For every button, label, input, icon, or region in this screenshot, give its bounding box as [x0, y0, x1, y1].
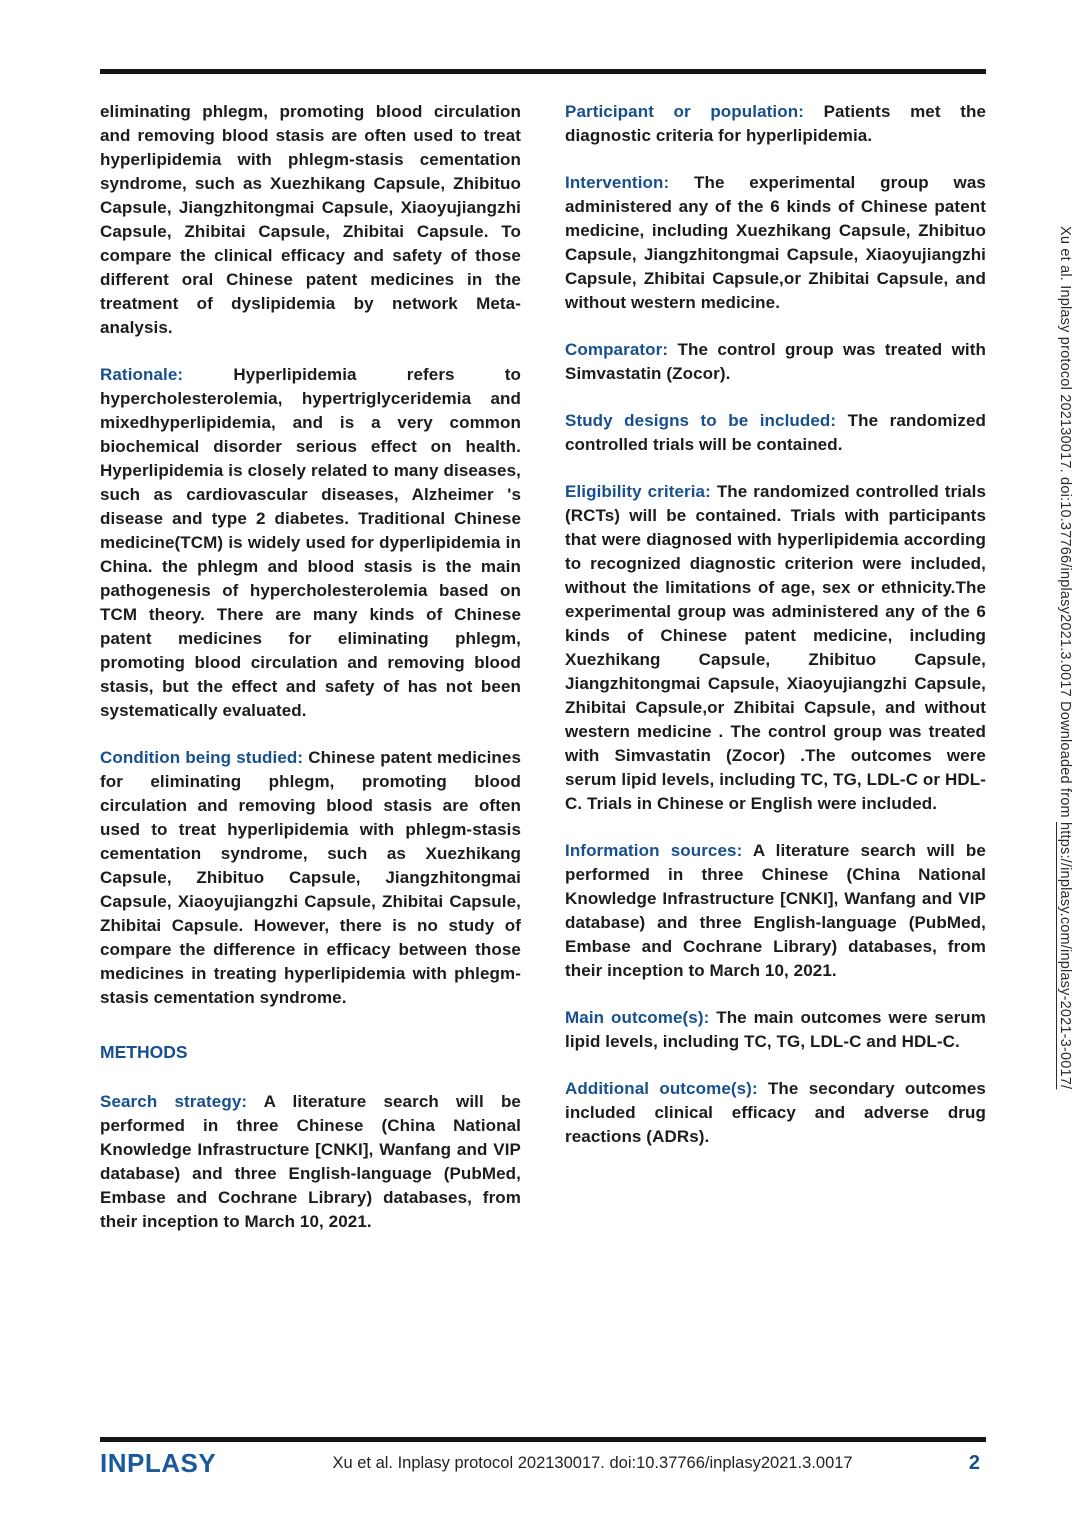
section-additional-outcomes [565, 1077, 986, 1149]
inplasy-logo: INPLASY [100, 1448, 217, 1478]
top-rule [100, 69, 986, 74]
section-comparator [565, 338, 986, 386]
sidebar-citation [1058, 226, 1073, 1406]
section-eligibility [565, 480, 986, 816]
page-footer [100, 1448, 986, 1479]
section-text-study-designs: The randomized controlled trials will be contained. [565, 411, 987, 454]
section-label-condition: Condition being studied: [100, 748, 304, 767]
paragraph-intro-text: eliminating phlegm, promoting blood circulation and removing blood stasis are often used to treat hyperlipidemia with phlegm-stasis cementation syndrome, such as Xuezhikang Capsule, Zhibituo Capsule, Jiangzhitongmai Capsule, Xiaoyujiangzhi Capsule, Zhibitai Capsule, Zhibitai Capsule. To compare the clinical efficacy and safety of those different oral Chinese patent medicines in the treatment of dyslipidemia by network Meta-analysis. [100, 102, 521, 337]
section-participant [565, 100, 986, 148]
section-text-information-sources: A literature search will be performed in three Chinese (China National Knowledge Infrastructure [CNKI], Wanfang and VIP database) and three English-language (PubMed, Embase and Cochrane Library) databases, from their inception to March 10, 2021. [565, 841, 986, 980]
section-text-comparator: The control group was treated with Simvastatin (Zocor). [565, 340, 987, 383]
section-text-rationale: Hyperlipidemia refers to hypercholesterolemia, hypertriglyceridemia and mixedhyperlipidemia, and is a very common biochemical disorder serious effect on health. Hyperlipidemia is closely related to many diseases, such as cardiovascular diseases, Alzheimer 's disease and type 2 diabetes. Traditional Chinese medicine(TCM) is widely used for dyperlipidemia in China. the phlegm and blood stasis is the main pathogenesis of hypercholesterolemia based on TCM theory. There are many kinds of Chinese patent medicines for eliminating phlegm, promoting blood circulation and removing blood stasis, but the effect and safety of has not been systematically evaluated. [100, 365, 521, 720]
section-rationale [100, 363, 521, 723]
section-main-outcomes [565, 1006, 986, 1054]
section-text-search-strategy: A literature search will be performed in three Chinese (China National Knowledge Infrastructure [CNKI], Wanfang and VIP database) and three English-language (PubMed, Embase and Cochrane Library) databases, from their inception to March 10, 2021. [100, 1092, 521, 1231]
sidebar-citation-text: Xu et al. Inplasy protocol 202130017. doi:10.37766/inplasy2021.3.0017 Downloaded from [1057, 226, 1073, 818]
section-label-main-outcomes: Main outcome(s): [565, 1008, 710, 1027]
footer-citation: Xu et al. Inplasy protocol 202130017. doi:10.37766/inplasy2021.3.0017 [332, 1454, 853, 1472]
methods-heading: METHODS [100, 1042, 188, 1062]
section-search-strategy [100, 1090, 521, 1234]
section-text-participant: Patients met the diagnostic criteria for hyperlipidemia. [565, 102, 986, 145]
section-label-search-strategy: Search strategy: [100, 1092, 248, 1111]
section-text-intervention: The experimental group was administered any of the 6 kinds of Chinese patent medicine, including Xuezhikang Capsule, Zhibituo Capsule, Jiangzhitongmai Capsule, Xiaoyujiangzhi Capsule, Zhibitai Capsule,or Zhibitai Capsule, and without western medicine. [565, 173, 986, 312]
section-condition-being-studied [100, 746, 521, 1010]
section-text-eligibility: The randomized controlled trials (RCTs) will be contained. Trials with participants that were diagnosed with hyperlipidemia according to recognized diagnostic criterion were included, without the limitations of age, sex or ethnicity.The experimental group was administered any of the 6 kinds of Chinese patent medicine, including Xuezhikang Capsule, Zhibituo Capsule, Jiangzhitongmai Capsule, Xiaoyujiangzhi Capsule, Zhibitai Capsule,or Zhibitai Capsule, and without western medicine . The control group was treated with Simvastatin (Zocor) .The outcomes were serum lipid levels, including TC, TG, LDL-C or HDL-C. Trials in Chinese or English were included. [565, 482, 986, 813]
section-label-comparator: Comparator: [565, 340, 669, 359]
section-label-rationale: Rationale: [100, 365, 184, 384]
section-label-eligibility: Eligibility criteria: [565, 482, 711, 501]
section-study-designs [565, 409, 986, 457]
section-text-condition: Chinese patent medicines for eliminating phlegm, promoting blood circulation and removing blood stasis are often used to treat hyperlipidemia with phlegm-stasis cementation syndrome, such as Xuezhikang Capsule, Zhibituo Capsule, Jiangzhitongmai Capsule, Xiaoyujiangzhi Capsule, Zhibitai Capsule, Zhibitai Capsule. However, there is no study of compare the difference in efficacy between those medicines in treating hyperlipidemia with phlegm-stasis cementation syndrome. [100, 748, 521, 1007]
section-label-intervention: Intervention: [565, 173, 670, 192]
sidebar-citation-link[interactable]: https://inplasy.com/inplasy-2021-3-0017/ [1057, 822, 1073, 1090]
section-label-additional-outcomes: Additional outcome(s): [565, 1079, 758, 1098]
paragraph-intro-continued [100, 100, 521, 340]
right-column [565, 100, 986, 1257]
section-intervention [565, 171, 986, 315]
section-text-main-outcomes: The main outcomes were serum lipid levels, including TC, TG, LDL-C and HDL-C. [565, 1008, 986, 1051]
footer-rule [100, 1437, 986, 1442]
section-label-study-designs: Study designs to be included: [565, 411, 837, 430]
left-column [100, 100, 521, 1257]
page-number: 2 [968, 1452, 980, 1474]
section-information-sources [565, 839, 986, 983]
two-column-content [100, 100, 986, 1257]
section-text-additional-outcomes: The secondary outcomes included clinical efficacy and adverse drug reactions (ADRs). [565, 1079, 986, 1146]
section-label-information-sources: Information sources: [565, 841, 743, 860]
section-label-participant: Participant or population: [565, 102, 804, 121]
